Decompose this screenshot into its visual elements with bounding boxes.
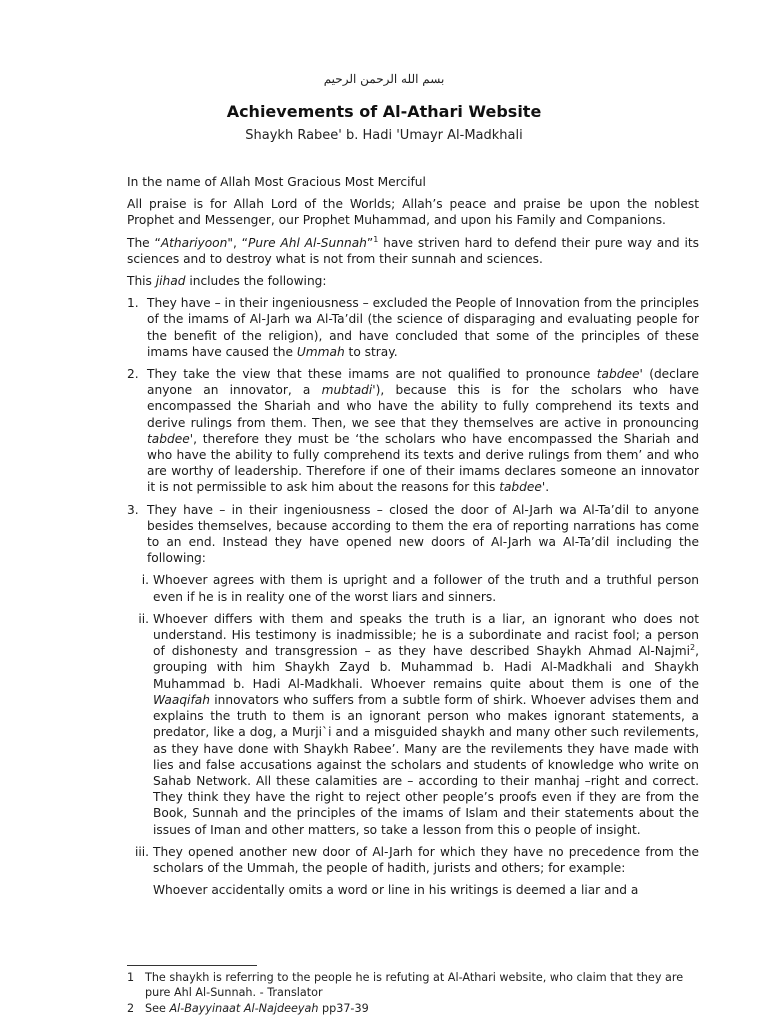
footnotes — [127, 971, 699, 1019]
sub-item-ii: ii. Whoever differs with them and speaks the truth is a liar, an ignorant who does not understand. His testimony is inadmissible; he is a subordinate and racist fool; a person of dishonesty and transgression – as they have described Shaykh Ahmad Al-Najmi$^2$, grouping with him Shaykh Zayd b. Muhammad b. Hadi Al-Madkhali and Shaykh Muhammad b. Hadi Al-Madkhali. Whoever remains quite about them is one of the Waaqifah innovators who suffers from a subtle form of shirk. Whoever advises them and explains the truth to them is an ignorant person who makes ignorant statements, a predator, like a dog, a Murji`i and a misguided shaykh and many other such revilements, as they have done with Shaykh Rabee’. Many are the revilements they have made with lies and false accusations against the scholars and students of knowledge who write on Sahab Network. All these calamities are – according to their manhaj –right and correct. They think they have the right to reject other people’s proofs even if they are from the Book, Sunnah and the principles of the imams of Islam and their statements about the issues of Iman and other matters, so take a lesson from this o people of insight. — [127, 611, 699, 838]
opening-line: In the name of Allah Most Gracious Most Merciful — [127, 175, 426, 189]
footnote-number: 2 — [127, 1002, 135, 1015]
footnote-1: 1 The shaykh is referring to the people he is refuting at Al-Athari website, who claim that they are pure Ahl Al-Sunnah. - Translator — [127, 971, 684, 999]
document-author: Shaykh Rabee' b. Hadi 'Umayr Al-Madkhali — [245, 128, 523, 143]
document-title: Achievements of Al-Athari Website — [226, 102, 542, 121]
sub-number: i. — [141, 573, 149, 588]
sub-number: iii. — [134, 844, 149, 859]
footnote-2: 2 See Al-Bayyinaat Al-Najdeeyah pp37-39 — [127, 1002, 369, 1015]
footnote-number: 1 — [127, 971, 135, 984]
footnote-ref-1: 1 — [373, 234, 379, 244]
footnote-ref-2: 2 — [690, 643, 696, 653]
document-body — [127, 174, 699, 898]
jihad-intro: This jihad includes the following: — [127, 274, 327, 289]
sub-item-iii-continuation: Whoever accidentally omits a word or line in his writings is deemed a liar and a — [153, 883, 639, 898]
list-item-3: 3. They have – in their ingeniousness – closed the door of Al-Jarh wa Al-Ta’dil to anyone besides themselves, because according to them the era of reporting narrations has come to an end. Instead they have opened new doors of Al-Jarh wa Al-Ta’dil including the following: — [127, 502, 699, 566]
list-number: 2. — [127, 367, 139, 382]
list-item-1: 1. They have – in their ingeniousness – excluded the People of Innovation from the principles of the imams of Al-Jarh wa Al-Ta’dil (the science of disparaging and evaluating people for the benefit of the religion), and have concluded that some of the principles of these imams have caused the Ummah to stray. — [127, 296, 699, 359]
list-number: 3. — [127, 502, 139, 517]
list-item-2: 2. They take the view that these imams are not qualified to pronounce tabdee' (declare anyone an innovator, a mubtadi'), because this is for the scholars who have encompassed the Shariah and who have the ability to fully comprehend its texts and derive rulings from them. Then, we see that they themselves are active in pronouncing tabdee', therefore they must be ‘the scholars who have encompassed the Shariah and who have the ability to fully comprehend its texts and derive rulings from them’ and who are worthy of leadership. Therefore if one of their imams declares someone an innovator it is not permissible to ask him about the reasons for this tabdee'. — [127, 367, 699, 495]
bismillah-heading: بسم الله الرحمن الرحيم — [323, 72, 445, 86]
footnote-divider — [127, 965, 257, 966]
athariyoon-paragraph: The “Athariyoon", “Pure Ahl Al-Sunnah”$^1$ have striven hard to defend their pure way and its sciences and to destroy what is not from their sunnah and sciences. — [127, 234, 699, 266]
sub-number: ii. — [138, 611, 149, 626]
list-number: 1. — [127, 296, 139, 311]
sub-item-iii: iii. They opened another new door of Al-Jarh for which they have no precedence from the scholars of the Ummah, the people of hadith, jurists and others; for example: — [127, 844, 699, 876]
sub-item-i: i. Whoever agrees with them is upright and a follower of the truth and a truthful person even if he is in reality one of the worst liars and sinners. — [127, 572, 699, 604]
praise-paragraph: All praise is for Allah Lord of the Worlds; Allah’s peace and praise be upon the noblest Prophet and Messenger, our Prophet Muhammad, and upon his Family and Companions. — [127, 197, 699, 228]
